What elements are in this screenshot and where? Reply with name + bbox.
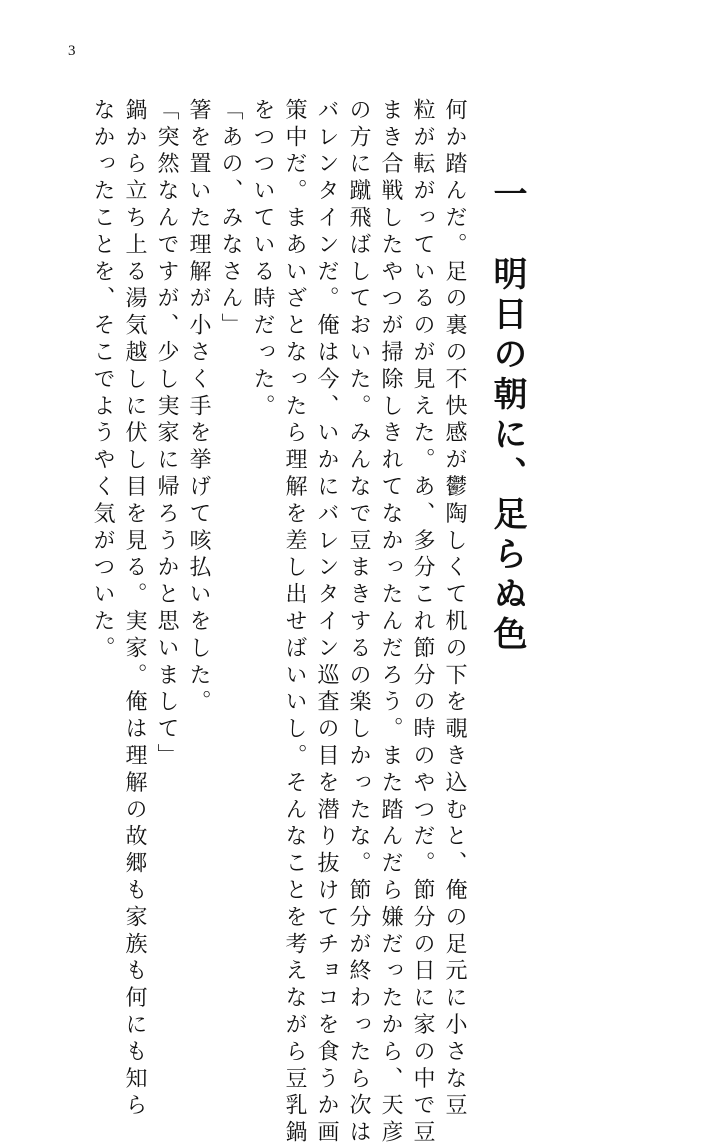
text-line: 鍋から立ち上る湯気越しに伏し目を見る。実家。俺は理解の故郷も家族も何にも知ら	[122, 98, 147, 1121]
page-number: 3	[68, 43, 76, 59]
text-line: なかったことを、そこでようやく気がついた。	[90, 98, 115, 663]
text-line: 「あの、みなさん」	[218, 98, 243, 341]
text-line: 何か踏んだ。足の裏の不快感が鬱陶しくて机の下を覗き込むと、俺の足元に小さな豆	[442, 98, 467, 1121]
text-line: 「突然なんですが、少し実家に帰ろうかと思いまして」	[154, 98, 179, 771]
text-line: 策中だ。まあいざとなったら理解を差し出せばいいし。そんなことを考えながら豆乳鍋	[282, 98, 307, 1147]
text-line: の方に蹴飛ばしておいた。みんなで豆まきするの楽しかったな。節分が終わったら次は	[346, 98, 371, 1147]
text-line: 箸を置いた理解が小さく手を挙げて咳払いをした。	[186, 98, 211, 717]
chapter-title: 一 明日の朝に、足らぬ色	[487, 176, 527, 656]
body-text	[86, 98, 470, 1147]
text-line: まき合戦したやつが掃除しきれてなかったんだろう。また踏んだら嫌だったから、天彦	[378, 98, 403, 1147]
text-line: 粒が転がっているのが見えた。あ、多分これ節分の時のやつだ。節分の日に家の中で豆	[410, 98, 435, 1147]
text-line: をつついている時だった。	[250, 98, 275, 421]
text-line: バレンタインだ。俺は今、いかにバレンタイン巡査の目を潜り抜けてチョコを食うか画	[314, 98, 339, 1147]
